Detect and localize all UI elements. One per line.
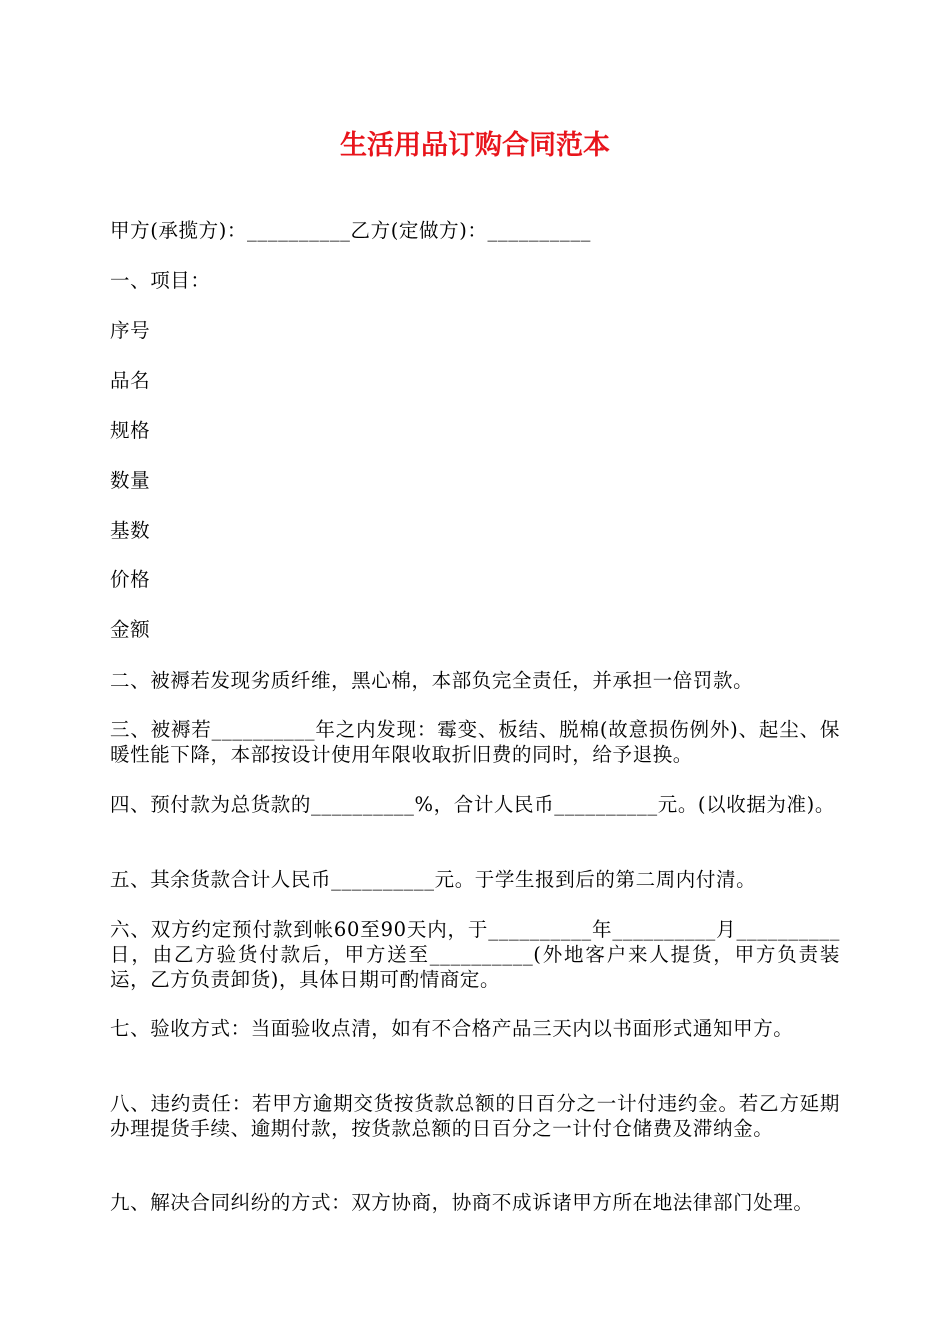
clause-4: 四、预付款为总货款的__________%，合计人民币__________元。(以收据为准)。 (110, 793, 835, 816)
item-field-spec: 规格 (110, 419, 151, 442)
item-field-name: 品名 (110, 369, 151, 392)
clause-9: 九、解决合同纠纷的方式：双方协商，协商不成诉诸甲方所在地法律部门处理。 (110, 1191, 814, 1214)
item-field-amount: 金额 (110, 618, 151, 641)
parties-line: 甲方(承揽方)：__________乙方(定做方)：__________ (110, 219, 592, 242)
clause-5: 五、其余货款合计人民币__________元。于学生报到后的第二周内付清。 (110, 868, 757, 891)
clause-3: 三、被褥若__________年之内发现：霉变、板结、脱棉(故意损伤例外)、起尘、保暖性能下降，本部按设计使用年限收取折旧费的同时，给予退换。 (110, 718, 840, 766)
item-field-base: 基数 (110, 519, 151, 542)
clause-7: 七、验收方式：当面验收点清，如有不合格产品三天内以书面形式通知甲方。 (110, 1017, 794, 1040)
clause-2: 二、被褥若发现劣质纤维，黑心棉，本部负完全责任，并承担一倍罚款。 (110, 669, 754, 692)
clause-6: 六、双方约定预付款到帐60至90天内，于__________年__________月__________日，由乙方验货付款后，甲方送至__________(外地客户来人提货，甲方负责装运，乙方负责卸货)，具体日期可酌情商定。 (110, 918, 840, 991)
document-title: 生活用品订购合同范本 (340, 130, 610, 161)
item-field-serial: 序号 (110, 319, 151, 342)
item-field-quantity: 数量 (110, 469, 151, 492)
item-field-price: 价格 (110, 568, 151, 591)
section-heading-items: 一、项目： (110, 269, 211, 292)
clause-8: 八、违约责任：若甲方逾期交货按货款总额的日百分之一计付违约金。若乙方延期办理提货手续、逾期付款，按货款总额的日百分之一计付仓储费及滞纳金。 (110, 1092, 840, 1140)
